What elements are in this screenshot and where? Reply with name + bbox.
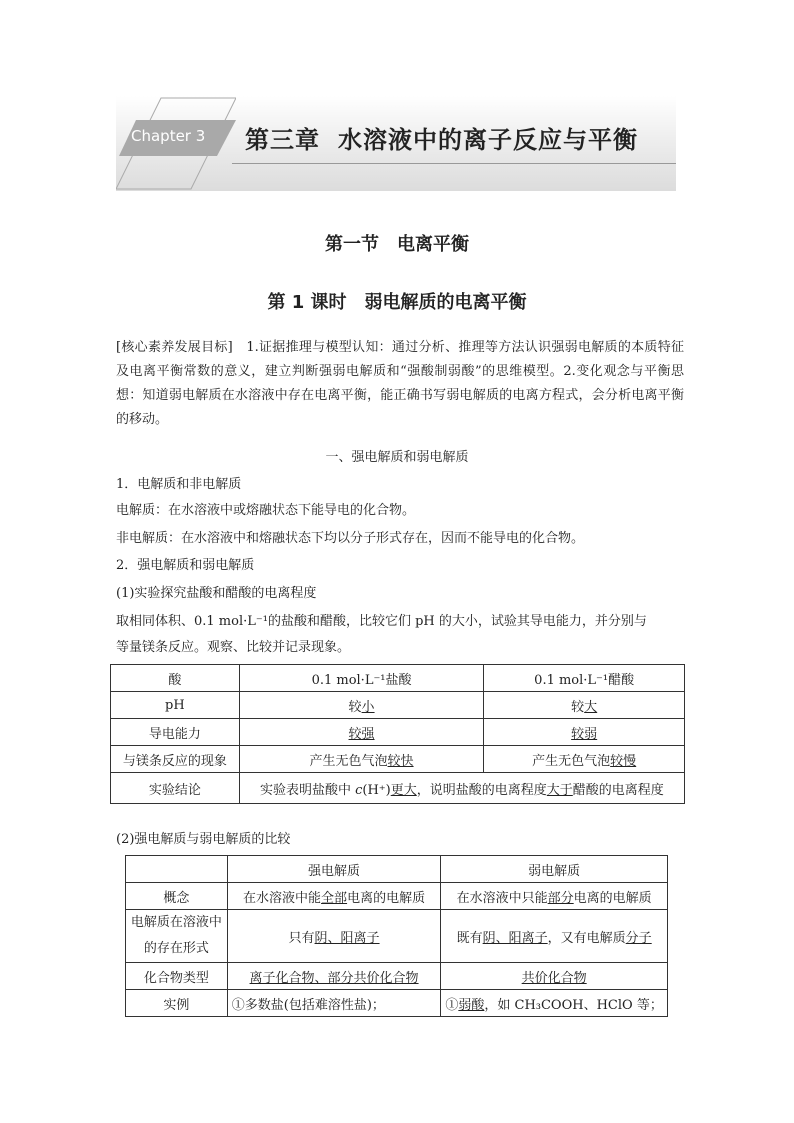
- table-cell: 较强: [239, 719, 484, 746]
- table-header: 酸: [111, 665, 240, 692]
- table-cell: 实例: [126, 990, 228, 1017]
- sub-heading-2: 2．强电解质和弱电解质: [116, 558, 255, 573]
- chapter-number: 第三章: [245, 126, 320, 154]
- table-cell: 较弱: [484, 719, 685, 746]
- chapter-name: 水溶液中的离子反应与平衡: [338, 126, 638, 154]
- table-cell: 实验表明盐酸中 c(H⁺)更大，说明盐酸的电离程度大于醋酸的电离程度: [239, 773, 684, 804]
- table-cell: 产生无色气泡较慢: [484, 746, 685, 773]
- table-row: [111, 692, 685, 719]
- experiment-table: [110, 664, 685, 804]
- table-header: 0.1 mol·L⁻¹醋酸: [484, 665, 685, 692]
- comparison-heading: (2)强电解质与弱电解质的比较: [116, 832, 291, 847]
- table-cell: 共价化合物: [441, 963, 668, 990]
- sub-heading-1: 1．电解质和非电解质: [116, 477, 242, 492]
- table-row: [126, 883, 668, 910]
- nonelectrolyte-def: 非电解质：在水溶液中和熔融状态下均以分子形式存在，因而不能导电的化合物。: [116, 531, 585, 546]
- electrolyte-def: 电解质：在水溶液中或熔融状态下能导电的化合物。: [116, 503, 416, 518]
- table-cell: 化合物类型: [126, 963, 228, 990]
- experiment-text-1: 取相同体积、0.1 mol·L⁻¹的盐酸和醋酸，比较它们 pH 的大小，试验其导电能力，并分别与: [116, 614, 647, 629]
- table-row: [126, 856, 668, 883]
- table-row: [126, 910, 668, 963]
- comparison-table: [125, 855, 668, 1017]
- core-goals-text: 1.证据推理与模型认知：通过分析、推理等方法认识强弱电解质的本质特征及电离平衡常数的意义，建立判断强弱电解质和“强酸制弱酸”的思维模型。2.变化观念与平衡思想：知道弱电解质在水溶液中存在电离平衡，能正确书写弱电解质的电离方程式，会分析电离平衡的移动。: [116, 340, 684, 427]
- chapter-label: Chapter 3: [131, 127, 206, 145]
- table-cell: pH: [111, 692, 240, 719]
- table-cell: 只有阴、阳离子: [227, 910, 441, 963]
- core-goals-tag: [核心素养发展目标]: [116, 340, 233, 355]
- table-header: 0.1 mol·L⁻¹盐酸: [239, 665, 484, 692]
- table-cell: 既有阴、阳离子，又有电解质分子: [441, 910, 668, 963]
- table-cell: 离子化合物、部分共价化合物: [227, 963, 441, 990]
- experiment-heading: (1)实验探究盐酸和醋酸的电离程度: [116, 586, 317, 601]
- table-cell: 在水溶液中能全部电离的电解质: [227, 883, 441, 910]
- table-row: [111, 746, 685, 773]
- table-cell: 在水溶液中只能部分电离的电解质: [441, 883, 668, 910]
- table-header: [126, 856, 228, 883]
- table-cell: 较小: [239, 692, 484, 719]
- table-cell: 电解质在溶液中的存在形式: [126, 910, 228, 963]
- table-cell: 概念: [126, 883, 228, 910]
- table-cell: 较大: [484, 692, 685, 719]
- table-cell: 实验结论: [111, 773, 240, 804]
- table-header: 强电解质: [227, 856, 441, 883]
- table-cell: ①弱酸，如 CH₃COOH、HClO 等；: [441, 990, 668, 1017]
- table-cell: 产生无色气泡较快: [239, 746, 484, 773]
- section-title: 第一节 电离平衡: [325, 234, 469, 255]
- chapter-rule: [232, 163, 676, 164]
- table-cell: 导电能力: [111, 719, 240, 746]
- part1-heading: 一、强电解质和弱电解质: [325, 450, 469, 465]
- chapter-title: [245, 120, 638, 155]
- table-header: 弱电解质: [441, 856, 668, 883]
- core-goals: [116, 336, 684, 432]
- table-cell: 与镁条反应的现象: [111, 746, 240, 773]
- lesson-title: 第 1 课时 弱电解质的电离平衡: [267, 292, 527, 313]
- table-row: [126, 963, 668, 990]
- experiment-text-2: 等量镁条反应。观察、比较并记录现象。: [116, 640, 351, 655]
- table-cell: ①多数盐(包括难溶性盐)；: [227, 990, 441, 1017]
- table-row: [111, 665, 685, 692]
- table-row: [126, 990, 668, 1017]
- table-row: [111, 773, 685, 804]
- table-row: [111, 719, 685, 746]
